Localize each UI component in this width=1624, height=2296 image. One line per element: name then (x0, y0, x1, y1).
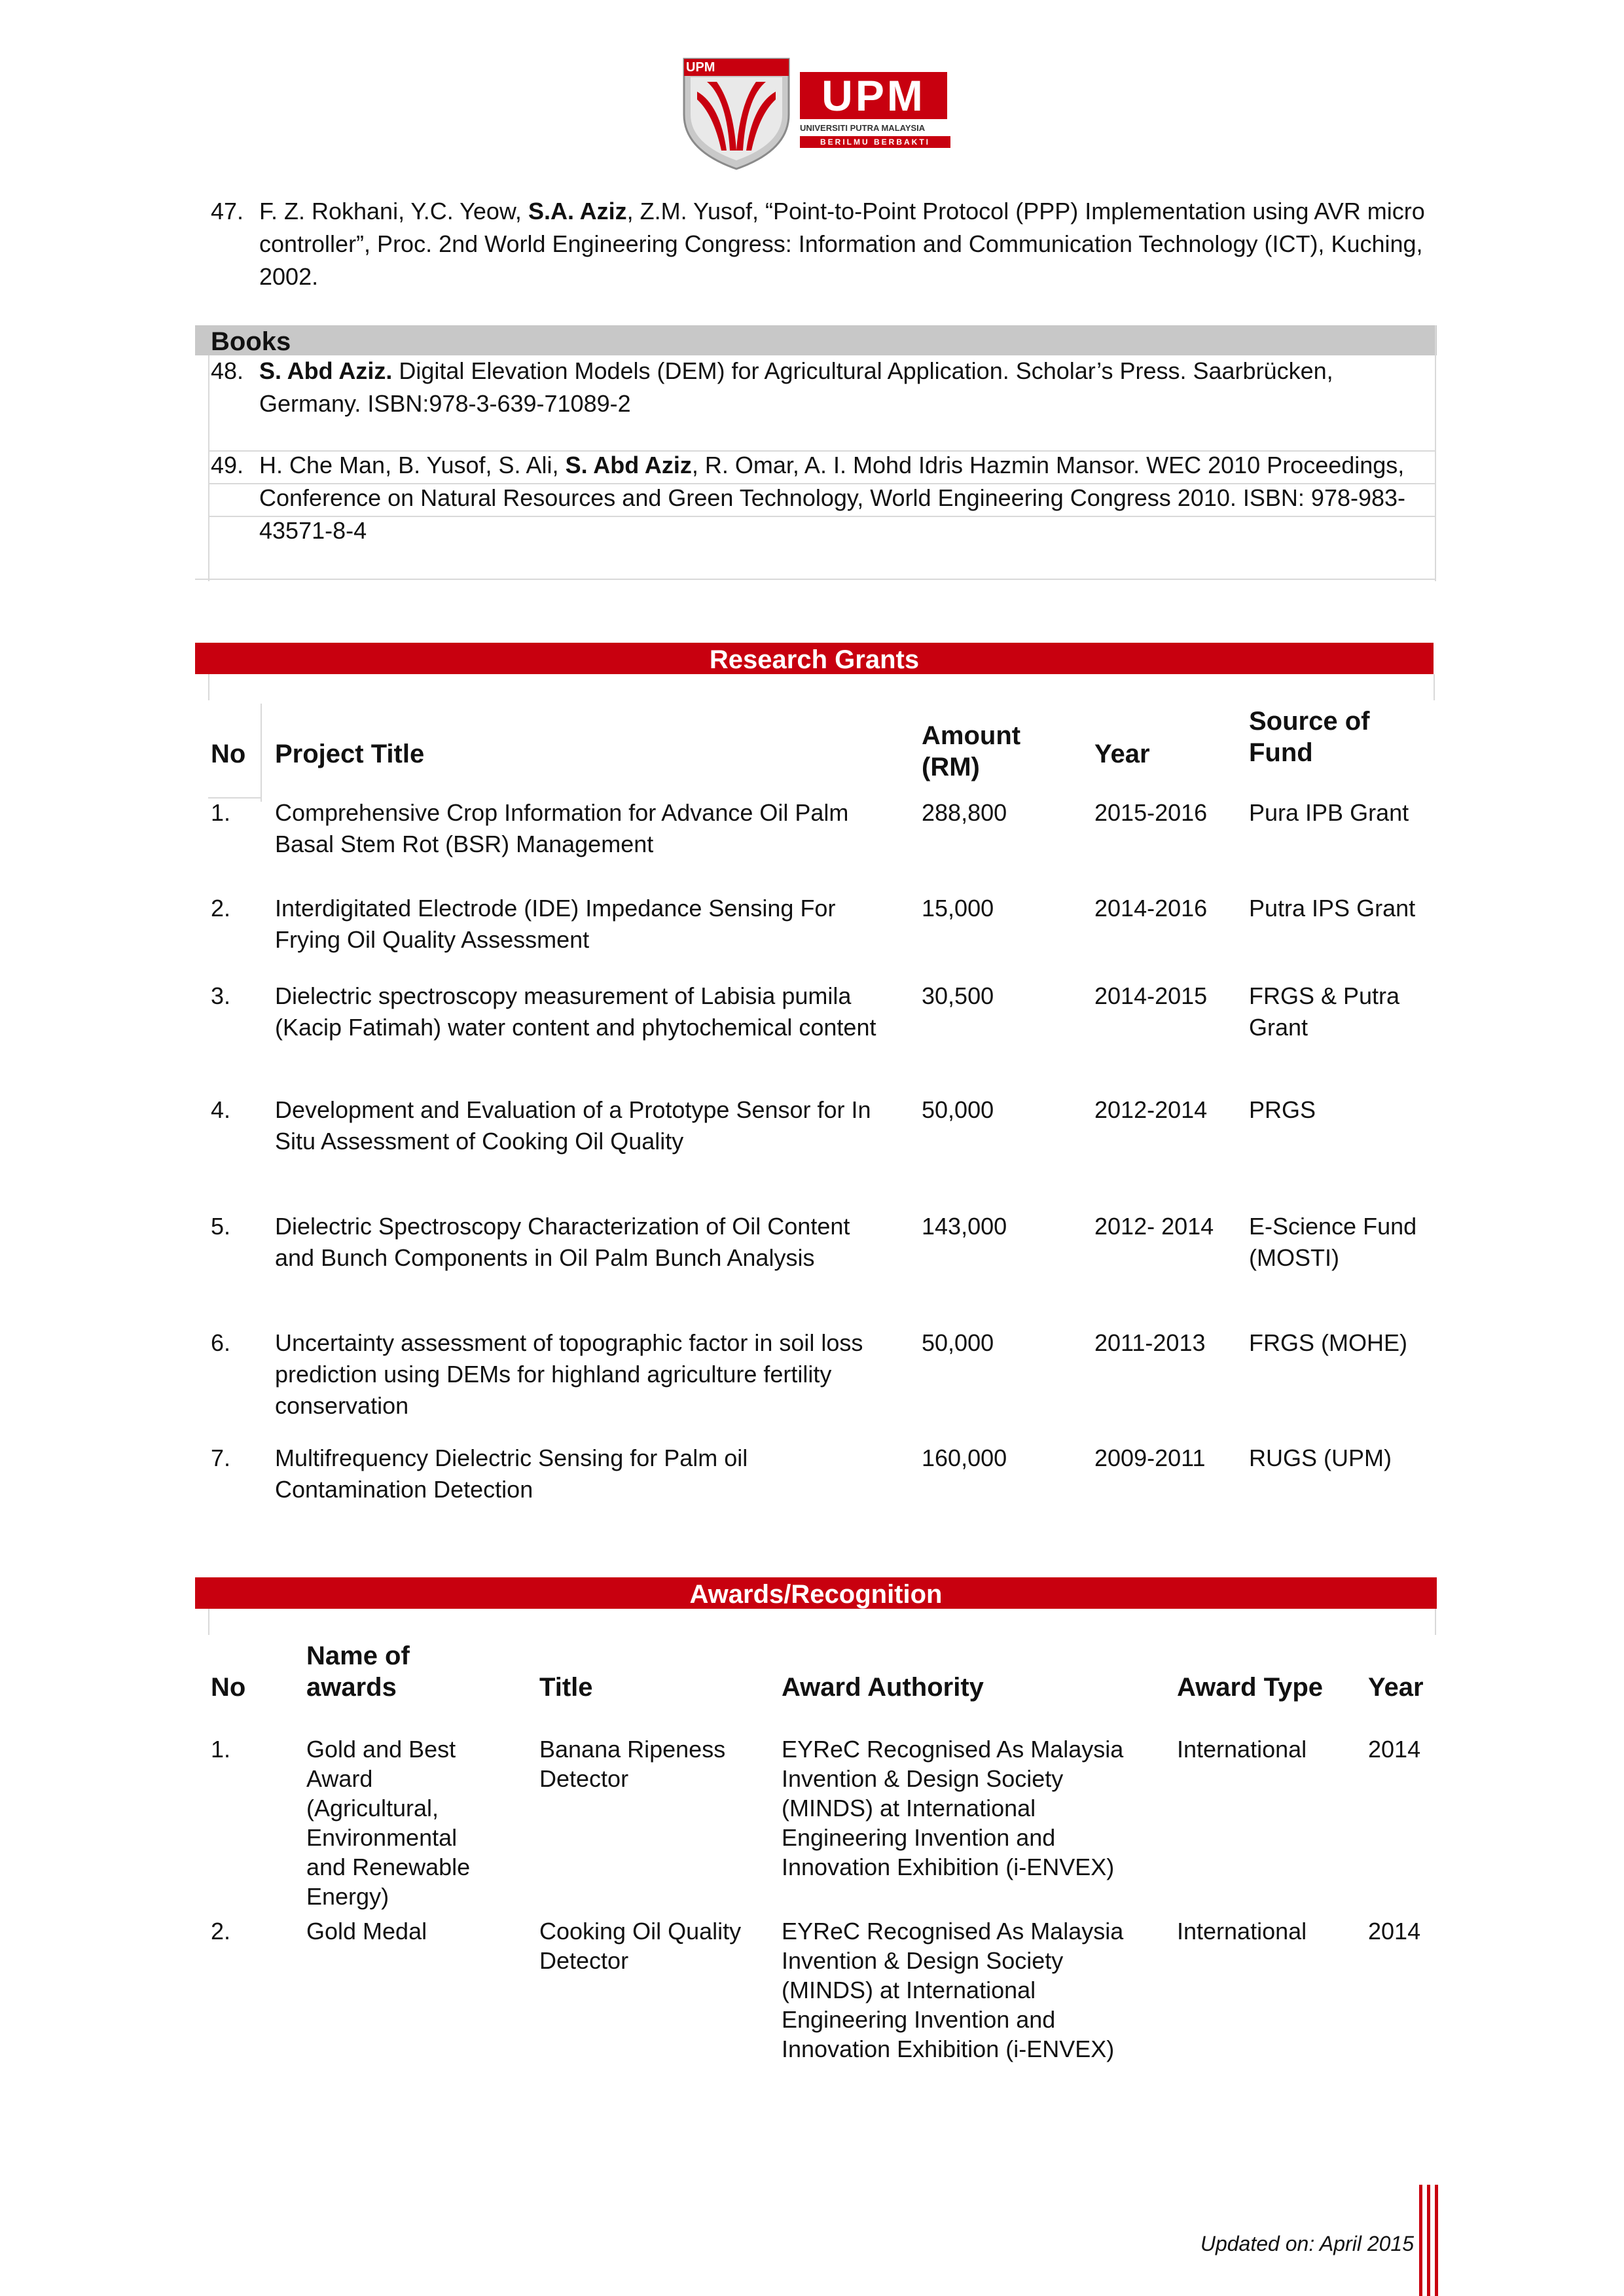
footer-red-rule (1435, 2185, 1438, 2296)
awards-heading: Awards/Recognition (689, 1580, 943, 1609)
grant-year: 2012- 2014 (1094, 1213, 1214, 1240)
footer-red-rule (1419, 2185, 1422, 2296)
awards-header-type: Award Type (1177, 1673, 1324, 1702)
awards-header-year: Year (1368, 1673, 1424, 1702)
book-highlight-author: S. Abd Aziz. (259, 357, 393, 384)
grants-header-year: Year (1094, 740, 1150, 768)
grant-source: E-Science Fund (MOSTI) (1249, 1213, 1417, 1271)
publication-highlight-author: S.A. Aziz (528, 198, 627, 224)
grant-year: 2014-2016 (1094, 895, 1208, 922)
footer-red-rule (1427, 2185, 1430, 2296)
book-details: , R. Omar, A. I. Mohd Idris Hazmin Mansor. WEC 2010 Proceedings, Conference on Natural Resources and Green Technology, World Engineering Congress 2010. ISBN: 978-983-43571-8-4 (259, 452, 1406, 544)
award-no: 1. (211, 1736, 231, 1763)
grant-title: Interdigitated Electrode (IDE) Impedance Sensing For Frying Oil Quality Assessment (275, 895, 836, 953)
upm-logo (681, 52, 949, 170)
publication-details: , Z.M. Yusof, “Point-to-Point Protocol (PPP) Implementation using AVR micro controller”, Proc. 2nd World Engineering Congress: Information and Communication Technology (ICT), Kuching, 2002. (259, 198, 1425, 290)
grant-title: Dielectric Spectroscopy Characterization of Oil Content and Bunch Components in Oil Palm Bunch Analysis (275, 1213, 850, 1271)
grants-grid-line (1434, 674, 1435, 700)
book-number: 49. (211, 452, 244, 478)
awards-header-authority: Award Authority (782, 1673, 984, 1702)
grant-no: 6. (211, 1329, 231, 1356)
book-authors: H. Che Man, B. Yusof, S. Ali, (259, 452, 566, 478)
grant-amount: 50,000 (922, 1096, 994, 1123)
awards-grid-line (208, 1609, 209, 1635)
grant-title: Dielectric spectroscopy measurement of Labisia pumila (Kacip Fatimah) water content and phytochemical content (275, 982, 876, 1041)
award-type: International (1177, 1736, 1307, 1763)
grant-year: 2012-2014 (1094, 1096, 1208, 1123)
grant-no: 3. (211, 982, 231, 1009)
award-name: Gold and Best Award (Agricultural, Environmental and Renewable Energy) (306, 1736, 471, 1910)
awards-header (195, 1577, 1437, 1609)
grant-amount: 50,000 (922, 1329, 994, 1356)
books-grid-line (1435, 325, 1436, 581)
grant-source: PRGS (1249, 1096, 1316, 1123)
award-year: 2014 (1368, 1736, 1421, 1763)
books-grid-line (195, 579, 1436, 580)
publication-authors: F. Z. Rokhani, Y.C. Yeow, (259, 198, 528, 224)
research-grants-header (195, 643, 1434, 674)
books-section-header (195, 325, 1437, 355)
awards-header-name: Name of awards (306, 1641, 410, 1702)
grant-no: 4. (211, 1096, 231, 1123)
grants-header-source: Source of Fund (1249, 707, 1370, 767)
grants-header-title: Project Title (275, 740, 425, 768)
award-year: 2014 (1368, 1918, 1421, 1945)
grants-grid-line (208, 674, 209, 700)
grant-source: RUGS (UPM) (1249, 1444, 1392, 1471)
grant-source: Pura IPB Grant (1249, 799, 1409, 826)
grant-source: FRGS (MOHE) (1249, 1329, 1407, 1356)
grants-grid-line (261, 704, 262, 802)
grant-year: 2014-2015 (1094, 982, 1208, 1009)
book-details: Digital Elevation Models (DEM) for Agricultural Application. Scholar’s Press. Saarbrücken, Germany. ISBN:978-3-639-71089-2 (259, 357, 1333, 417)
award-type: International (1177, 1918, 1307, 1945)
award-title: Cooking Oil Quality Detector (539, 1918, 742, 1974)
book-entry (259, 449, 1431, 547)
book-highlight-author: S. Abd Aziz (565, 452, 692, 478)
logo-wordmark: UPM (800, 72, 947, 119)
crest-badge-text: UPM (686, 60, 715, 75)
footer-red-rules (1419, 2185, 1445, 2296)
grant-title: Comprehensive Crop Information for Advance Oil Palm Basal Stem Rot (BSR) Management (275, 799, 849, 857)
award-no: 2. (211, 1918, 231, 1945)
award-title: Banana Ripeness Detector (539, 1736, 726, 1792)
award-authority: EYReC Recognised As Malaysia Invention & Design Society (MINDS) at International Engineering Invention and Innovation Exhibition (i-ENVEX) (782, 1736, 1124, 1880)
publication-entry (259, 195, 1437, 293)
book-entry (259, 355, 1431, 420)
grant-amount: 15,000 (922, 895, 994, 922)
grants-header-no: No (211, 740, 246, 768)
research-grants-heading: Research Grants (709, 645, 920, 674)
grant-year: 2011-2013 (1094, 1329, 1206, 1356)
logo-subtitle-2: BERILMU BERBAKTI (800, 136, 950, 148)
publication-number: 47. (211, 198, 244, 224)
grant-source: FRGS & Putra Grant (1249, 982, 1400, 1041)
awards-header-title: Title (539, 1673, 593, 1702)
footer-updated-date: Updated on: April 2015 (1200, 2232, 1414, 2255)
grant-year: 2009-2011 (1094, 1444, 1206, 1471)
books-heading: Books (211, 327, 291, 356)
grant-amount: 160,000 (922, 1444, 1007, 1471)
award-name: Gold Medal (306, 1918, 427, 1945)
grant-amount: 30,500 (922, 982, 994, 1009)
books-grid-line (208, 355, 209, 581)
grant-amount: 143,000 (922, 1213, 1007, 1240)
book-number: 48. (211, 357, 244, 384)
awards-grid-line (1435, 1609, 1436, 1635)
grant-title: Multifrequency Dielectric Sensing for Palm oil Contamination Detection (275, 1444, 748, 1503)
grant-no: 1. (211, 799, 231, 826)
grant-amount: 288,800 (922, 799, 1007, 826)
grant-no: 7. (211, 1444, 231, 1471)
grant-no: 5. (211, 1213, 231, 1240)
grants-header-amount: Amount (RM) (922, 721, 1021, 781)
awards-header-no: No (211, 1673, 246, 1702)
logo-subtitle-1: UNIVERSITI PUTRA MALAYSIA (800, 123, 926, 133)
grant-no: 2. (211, 895, 231, 922)
grant-year: 2015-2016 (1094, 799, 1208, 826)
grant-source: Putra IPS Grant (1249, 895, 1416, 922)
grant-title: Uncertainty assessment of topographic factor in soil loss prediction using DEMs for highland agriculture fertility conservation (275, 1329, 863, 1419)
award-authority: EYReC Recognised As Malaysia Invention & Design Society (MINDS) at International Engineering Invention and Innovation Exhibition (i-ENVEX) (782, 1918, 1124, 2062)
grant-title: Development and Evaluation of a Prototype Sensor for In Situ Assessment of Cooking Oil Quality (275, 1096, 871, 1155)
